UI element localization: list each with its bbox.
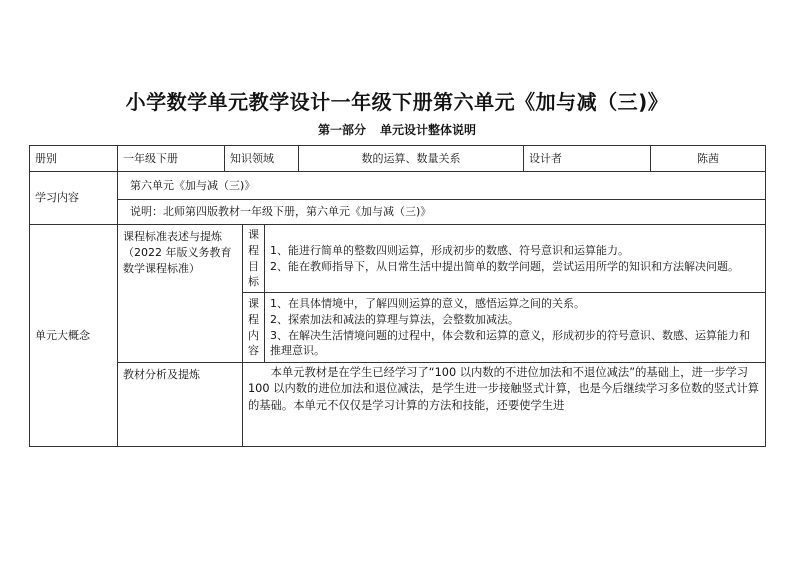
book-label: 册别 <box>30 146 118 172</box>
analysis-text: 本单元教材是在学生已经学习了“100 以内数的不进位加法和不退位减法”的基础上，进一步学习 100 以内数的进位加法和退位减法，是学生进一步接触竖式计算，也是今后继续学习多位数的竖式计算的基础。本单元不仅仅是学习计算的方法和技能，还要使学生进 <box>243 363 766 447</box>
analysis-row <box>30 363 766 447</box>
content-text <box>265 293 766 363</box>
learning-row-1 <box>30 172 766 200</box>
content-item-1: 1、在具体情境中，了解四则运算的意义，感悟运算之间的关系。 <box>270 296 585 310</box>
goal-text <box>265 225 766 293</box>
domain-value: 数的运算、数量关系 <box>299 146 524 172</box>
standard-note-1: （2022 年版义务教育 <box>123 245 232 259</box>
designer-label: 设计者 <box>524 146 651 172</box>
domain-label: 知识领域 <box>225 146 299 172</box>
section-part: 第一部分 <box>317 123 366 137</box>
learning-row-2 <box>30 200 766 225</box>
content-item-3: 3、在解决生活情境问题的过程中，体会数和运算的意义，形成初步的符号意识、数感、运算能力和推理意识。 <box>270 328 750 358</box>
section-subtitle <box>0 121 794 138</box>
learning-line-1: 第六单元《加与减（三)》 <box>118 172 766 200</box>
analysis-label: 教材分析及提炼 <box>118 363 243 447</box>
standard-label: 课程标准表述与提炼 <box>123 230 222 243</box>
goal-item-2: 2、能在教师指导下，从日常生活中提出简单的数学问题，尝试运用所学的知识和方法解决问题。 <box>270 259 739 273</box>
learning-label: 学习内容 <box>30 172 118 225</box>
goal-vertical-label: 课 程 目 标 <box>243 225 265 293</box>
goal-item-1: 1、能进行简单的整数四则运算，形成初步的数感、符号意识和运算能力。 <box>270 243 629 257</box>
unit-concept-label: 单元大概念 <box>30 225 118 447</box>
standard-cell <box>118 225 243 363</box>
learning-line-2: 说明：北师第四版教材一年级下册，第六单元《加与减（三)》 <box>118 200 766 225</box>
document-title: 小学数学单元教学设计一年级下册第六单元《加与减（三)》 <box>125 90 669 114</box>
book-value: 一年级下册 <box>118 146 225 172</box>
standard-note-2: 数学课程标准） <box>123 261 200 275</box>
content-item-2: 2、探索加法和减法的算理与算法，会整数加减法。 <box>270 312 519 326</box>
designer-value: 陈茜 <box>651 146 766 172</box>
content-vertical-label: 课 程 内 容 <box>243 293 265 363</box>
goal-row <box>30 225 766 293</box>
unit-design-table <box>29 145 766 447</box>
header-row <box>30 146 766 172</box>
section-name: 单元设计整体说明 <box>380 123 477 137</box>
